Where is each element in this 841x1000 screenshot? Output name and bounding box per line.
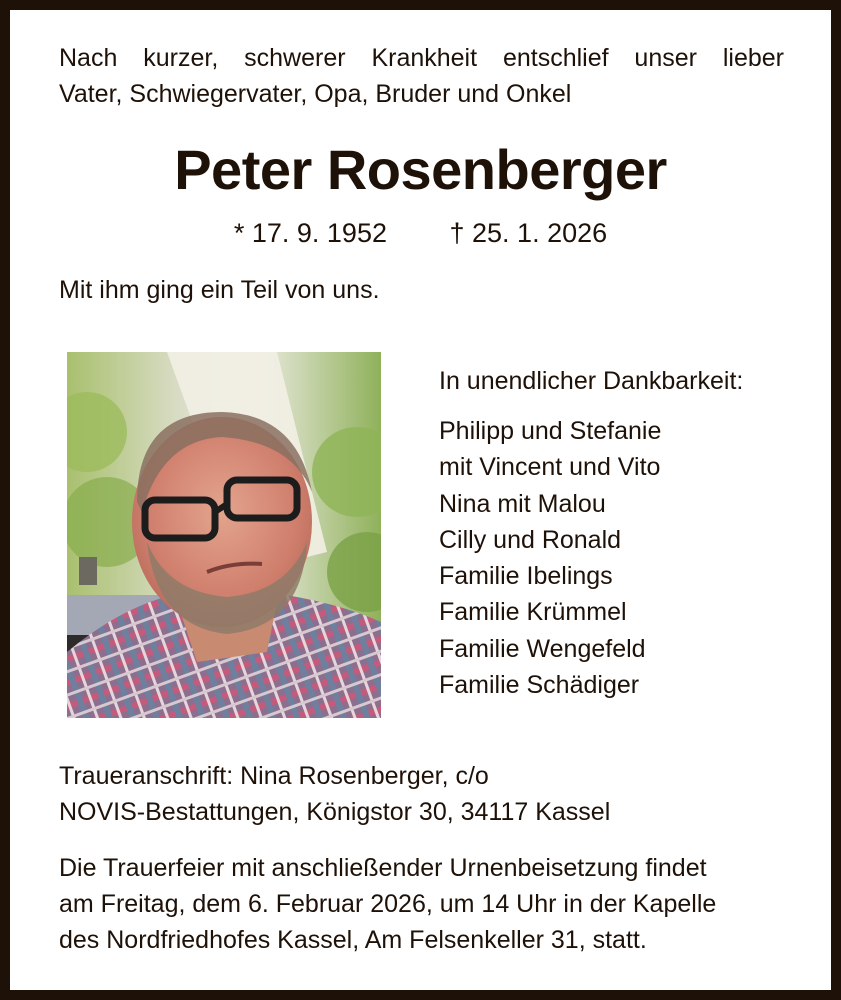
family-list bbox=[439, 363, 743, 703]
intro-text bbox=[59, 40, 784, 112]
ceremony-info bbox=[59, 850, 784, 958]
birth-date: * 17. 9. 1952 bbox=[233, 218, 387, 248]
family-member: Familie Krümmel bbox=[439, 598, 627, 627]
family-member: Familie Schädiger bbox=[439, 671, 640, 700]
address-line-1: Traueranschrift: Nina Rosenberger, c/o bbox=[59, 762, 489, 790]
ceremony-line-1: Die Trauerfeier mit anschließender Urnenbeisetzung findet bbox=[59, 854, 707, 882]
address-line-2: NOVIS-Bestattungen, Königstor 30, 34117 Kassel bbox=[59, 798, 611, 826]
family-member: Familie Ibelings bbox=[439, 562, 613, 591]
portrait-image-icon bbox=[67, 352, 381, 718]
deceased-name: Peter Rosenberger bbox=[174, 138, 667, 201]
death-date: † 25. 1. 2026 bbox=[449, 218, 608, 248]
intro-line-1: Nach kurzer, schwerer Krankheit entschlief unser lieber bbox=[59, 44, 784, 72]
family-member: Familie Wengefeld bbox=[439, 634, 646, 663]
ceremony-line-3: des Nordfriedhofes Kassel, Am Felsenkeller 31, statt. bbox=[59, 926, 647, 954]
obituary-notice bbox=[10, 10, 831, 990]
family-member: Nina mit Malou bbox=[439, 489, 606, 518]
ceremony-line-2: am Freitag, dem 6. Februar 2026, um 14 Uhr in der Kapelle bbox=[59, 890, 717, 918]
family-heading: In unendlicher Dankbarkeit: bbox=[439, 367, 744, 395]
family-member: Cilly und Ronald bbox=[439, 525, 622, 554]
motto-text: Mit ihm ging ein Teil von uns. bbox=[59, 276, 380, 304]
mourning-address bbox=[59, 758, 610, 830]
life-dates bbox=[10, 215, 831, 251]
family-member: mit Vincent und Vito bbox=[439, 453, 661, 482]
family-member: Philipp und Stefanie bbox=[439, 417, 662, 445]
intro-line-2: Vater, Schwiegervater, Opa, Bruder und Onkel bbox=[59, 80, 572, 108]
portrait-photo bbox=[67, 352, 381, 718]
